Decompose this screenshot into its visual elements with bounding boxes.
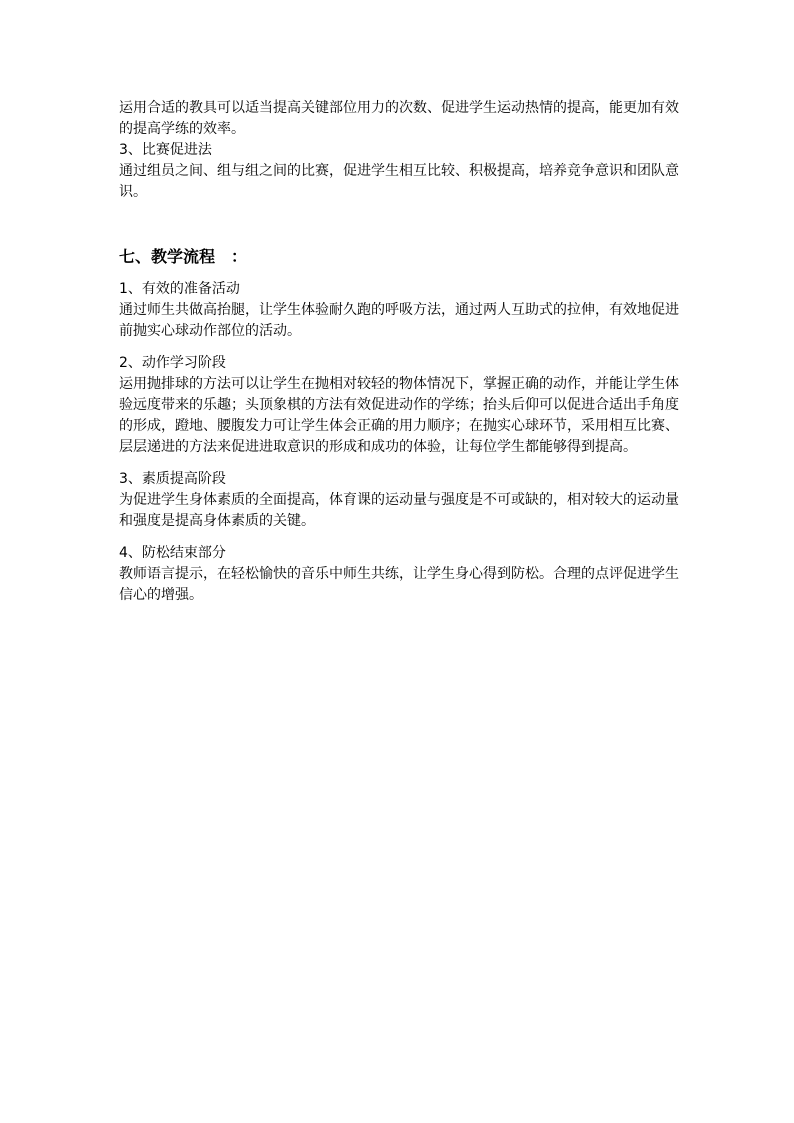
item-title-fitness: 3、素质提高阶段 xyxy=(119,471,226,487)
paragraph-competition-method: 通过组员之间、组与组之间的比赛，促进学生相互比较、积极提高，培养竞争意识和团队意识。 xyxy=(119,163,679,200)
paragraph-cooldown: 教师语言提示，在轻松愉快的音乐中师生共练，让学生身心得到防松。合理的点评促进学生信心的增强。 xyxy=(119,566,679,603)
spacer xyxy=(119,458,679,469)
paragraph-teaching-aids: 运用合适的教具可以适当提高关键部位用力的次数、促进学生运动热情的提高，能更加有效的提高学练的效率。 xyxy=(119,100,679,137)
spacer xyxy=(119,203,679,245)
spacer xyxy=(119,269,679,279)
paragraph-warmup: 通过师生共做高抬腿，让学生体验耐久跑的呼吸方法，通过两人互助式的拉伸，有效地促进前抛实心球动作部位的活动。 xyxy=(119,302,679,339)
item-title-warmup: 1、有效的准备活动 xyxy=(119,281,240,297)
spacer xyxy=(119,342,679,353)
item-title-cooldown: 4、防松结束部分 xyxy=(119,545,226,561)
paragraph-fitness: 为促进学生身体素质的全面提高，体育课的运动量与强度是不可或缺的，相对较大的运动量和强度是提高身体素质的关键。 xyxy=(119,492,679,529)
item-title-competition-method: 3、比赛促进法 xyxy=(119,142,212,158)
spacer xyxy=(119,532,679,543)
item-title-movement-learning: 2、动作学习阶段 xyxy=(119,355,226,371)
section-heading-teaching-process: 七、教学流程 ： xyxy=(119,247,248,266)
paragraph-movement-learning: 运用抛排球的方法可以让学生在抛相对较轻的物体情况下，掌握正确的动作，并能让学生体验远度带来的乐趣；头顶象棋的方法有效促进动作的学练；抬头后仰可以促进合适出手角度的形成，蹬地、腰腹发力可让学生体会正确的用力顺序；在抛实心球环节，采用相互比赛、层层递进的方法来促进进取意识的形成和成功的体验，让每位学生都能够得到提高。 xyxy=(119,376,679,455)
document-body xyxy=(119,98,679,606)
